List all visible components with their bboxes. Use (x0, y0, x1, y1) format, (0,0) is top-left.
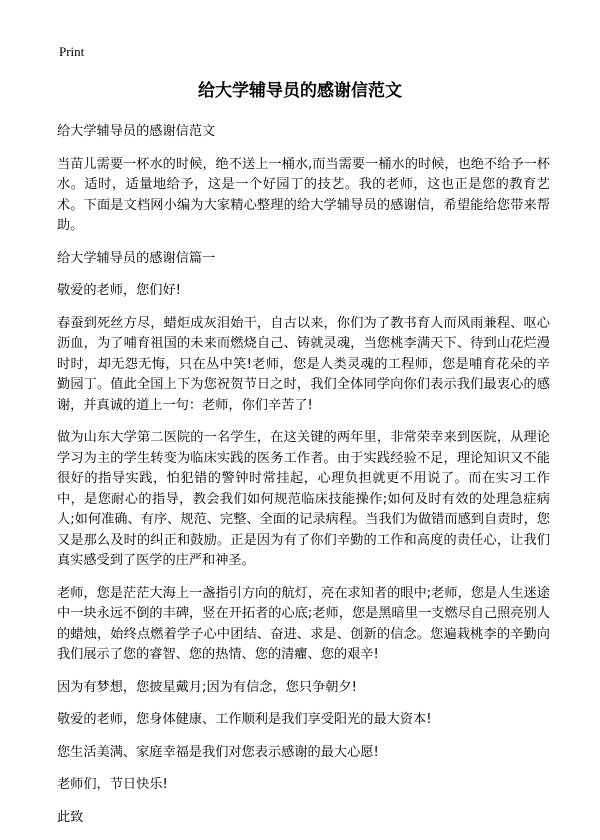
document-paragraph: 老师，您是茫茫大海上一盏指引方向的航灯，亮在求知者的眼中;老师，您是人生迷途中一块永远不倒的丰碑，竖在开拓者的心底;老师，您是黑暗里一支燃尽自己照亮别人的蜡烛，始终点燃着学子心中团结、奋进、求是、创新的信念。您遍栽桃李的辛勤向我们展示了您的睿智、您的热情、您的清癯、您的艰辛! (57, 585, 550, 662)
document-paragraph: 因为有梦想，您披星戴月;因为有信念，您只争朝夕! (57, 679, 357, 695)
document-paragraph: 此致 (57, 809, 84, 825)
document-paragraph: 做为山东大学第二医院的一名学生，在这关键的两年里，非常荣幸来到医院，从理论学习为主的学生转变为临床实践的医务工作者。由于实践经验不足，理论知识又不能很好的指导实践，怕犯错的警钟时常挂起，心理负担就更不用说了。而在实习工作中，是您耐心的指导，教会我们如何规范临床技能操作;如何及时有效的处理急症病人;如何准确、有序、规范、完整、全面的记录病程。当我们为做错而感到自责时，您又是那么及时的纠正和鼓励。正是因为有了你们辛勤的工作和高度的责任心，让我们真实感受到了医学的庄严和神圣。 (57, 430, 550, 568)
document-body (57, 122, 550, 840)
print-link[interactable]: Print (59, 44, 85, 59)
document-paragraph: 当苗儿需要一杯水的时候，绝不送上一桶水,而当需要一桶水的时候，也绝不给予一杯水。适时，适量地给予，这是一个好园丁的技艺。我的老师，这也正是您的教育艺术。下面是文档网小编为大家精心整理的给大学辅导员的感谢信，希望能给您带来帮助。 (57, 156, 550, 233)
document-paragraph: 您生活美满、家庭幸福是我们对您表示感谢的最大心愿! (57, 744, 379, 760)
document-paragraph: 给大学辅导员的感谢信范文 (57, 124, 216, 139)
document-title: 给大学辅导员的感谢信范文 (198, 81, 402, 101)
document-paragraph: 春蚕到死丝方尽，蜡炬成灰泪始干，自古以来，你们为了教书育人而风雨兼程、呕心沥血，为了哺育祖国的未来而燃烧自己、铸就灵魂，当您桃李满天下、待到山花烂漫时时，却无怨无悔，只在丛中笑!老师，您是人类灵魂的工程师，您是哺育花朵的辛勤园丁。值此全国上下为您祝贺节日之时，我们全体同学向你们表示我们最衷心的感谢，并真诚的道上一句：老师，你们辛苦了! (57, 315, 550, 413)
document-paragraph: 给大学辅导员的感谢信篇一 (57, 250, 216, 266)
document-paragraph: 敬爱的老师，您们好! (57, 283, 181, 298)
document-paragraph: 敬爱的老师，您身体健康、工作顺利是我们享受阳光的最大资本! (57, 712, 432, 727)
document-paragraph: 老师们，节日快乐! (57, 777, 168, 792)
